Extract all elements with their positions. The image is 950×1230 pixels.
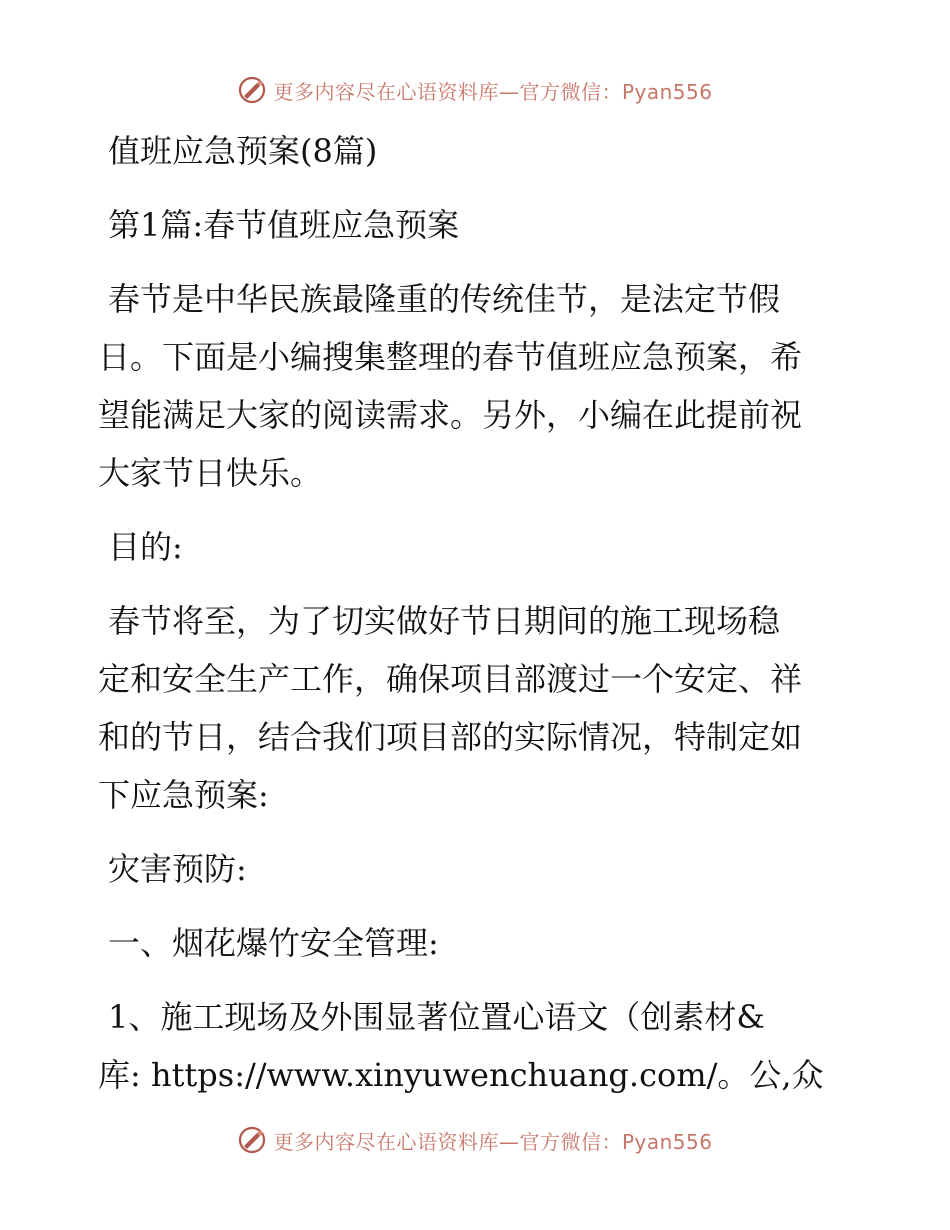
paragraph-line: 库: https://www.xinyuwenchuang.com/。公,众 <box>98 1056 824 1094</box>
pen-logo-icon <box>237 75 267 105</box>
paragraph-line: 望能满足大家的阅读需求。另外，小编在此提前祝 <box>98 396 803 434</box>
intro-paragraph <box>98 270 858 502</box>
paragraph-line: 大家节日快乐。 <box>98 454 323 492</box>
watermark-header <box>0 70 950 110</box>
section-heading: 第1篇:春节值班应急预案 <box>108 206 460 244</box>
paragraph-line: 春节是中华民族最隆重的传统佳节，是法定节假 <box>108 280 781 318</box>
paragraph-line: 定和安全生产工作，确保项目部渡过一个安定、祥 <box>98 660 803 698</box>
paragraph-line: 日。下面是小编搜集整理的春节值班应急预案，希 <box>98 338 803 376</box>
paragraph-line: 和的节日，结合我们项目部的实际情况，特制定如 <box>98 718 803 756</box>
purpose-paragraph <box>98 592 858 824</box>
prevention-label: 灾害预防: <box>108 850 247 888</box>
paragraph-line: 下应急预案: <box>98 776 269 814</box>
paragraph-line: 春节将至，为了切实做好节日期间的施工现场稳 <box>108 602 781 640</box>
document-body <box>98 122 858 1104</box>
document-title: 值班应急预案(8篇) <box>108 132 378 170</box>
item-one-paragraph <box>98 988 858 1104</box>
purpose-label: 目的: <box>108 528 183 566</box>
watermark-text: 更多内容尽在心语资料库—官方微信：Pyan556 <box>273 1129 713 1154</box>
watermark-footer <box>0 1120 950 1160</box>
watermark-text: 更多内容尽在心语资料库—官方微信：Pyan556 <box>273 79 713 104</box>
paragraph-line: 1、施工现场及外围显著位置心语文（创素材& <box>108 998 765 1036</box>
item-one-heading: 一、烟花爆竹安全管理: <box>108 924 439 962</box>
pen-logo-icon <box>237 1125 267 1155</box>
